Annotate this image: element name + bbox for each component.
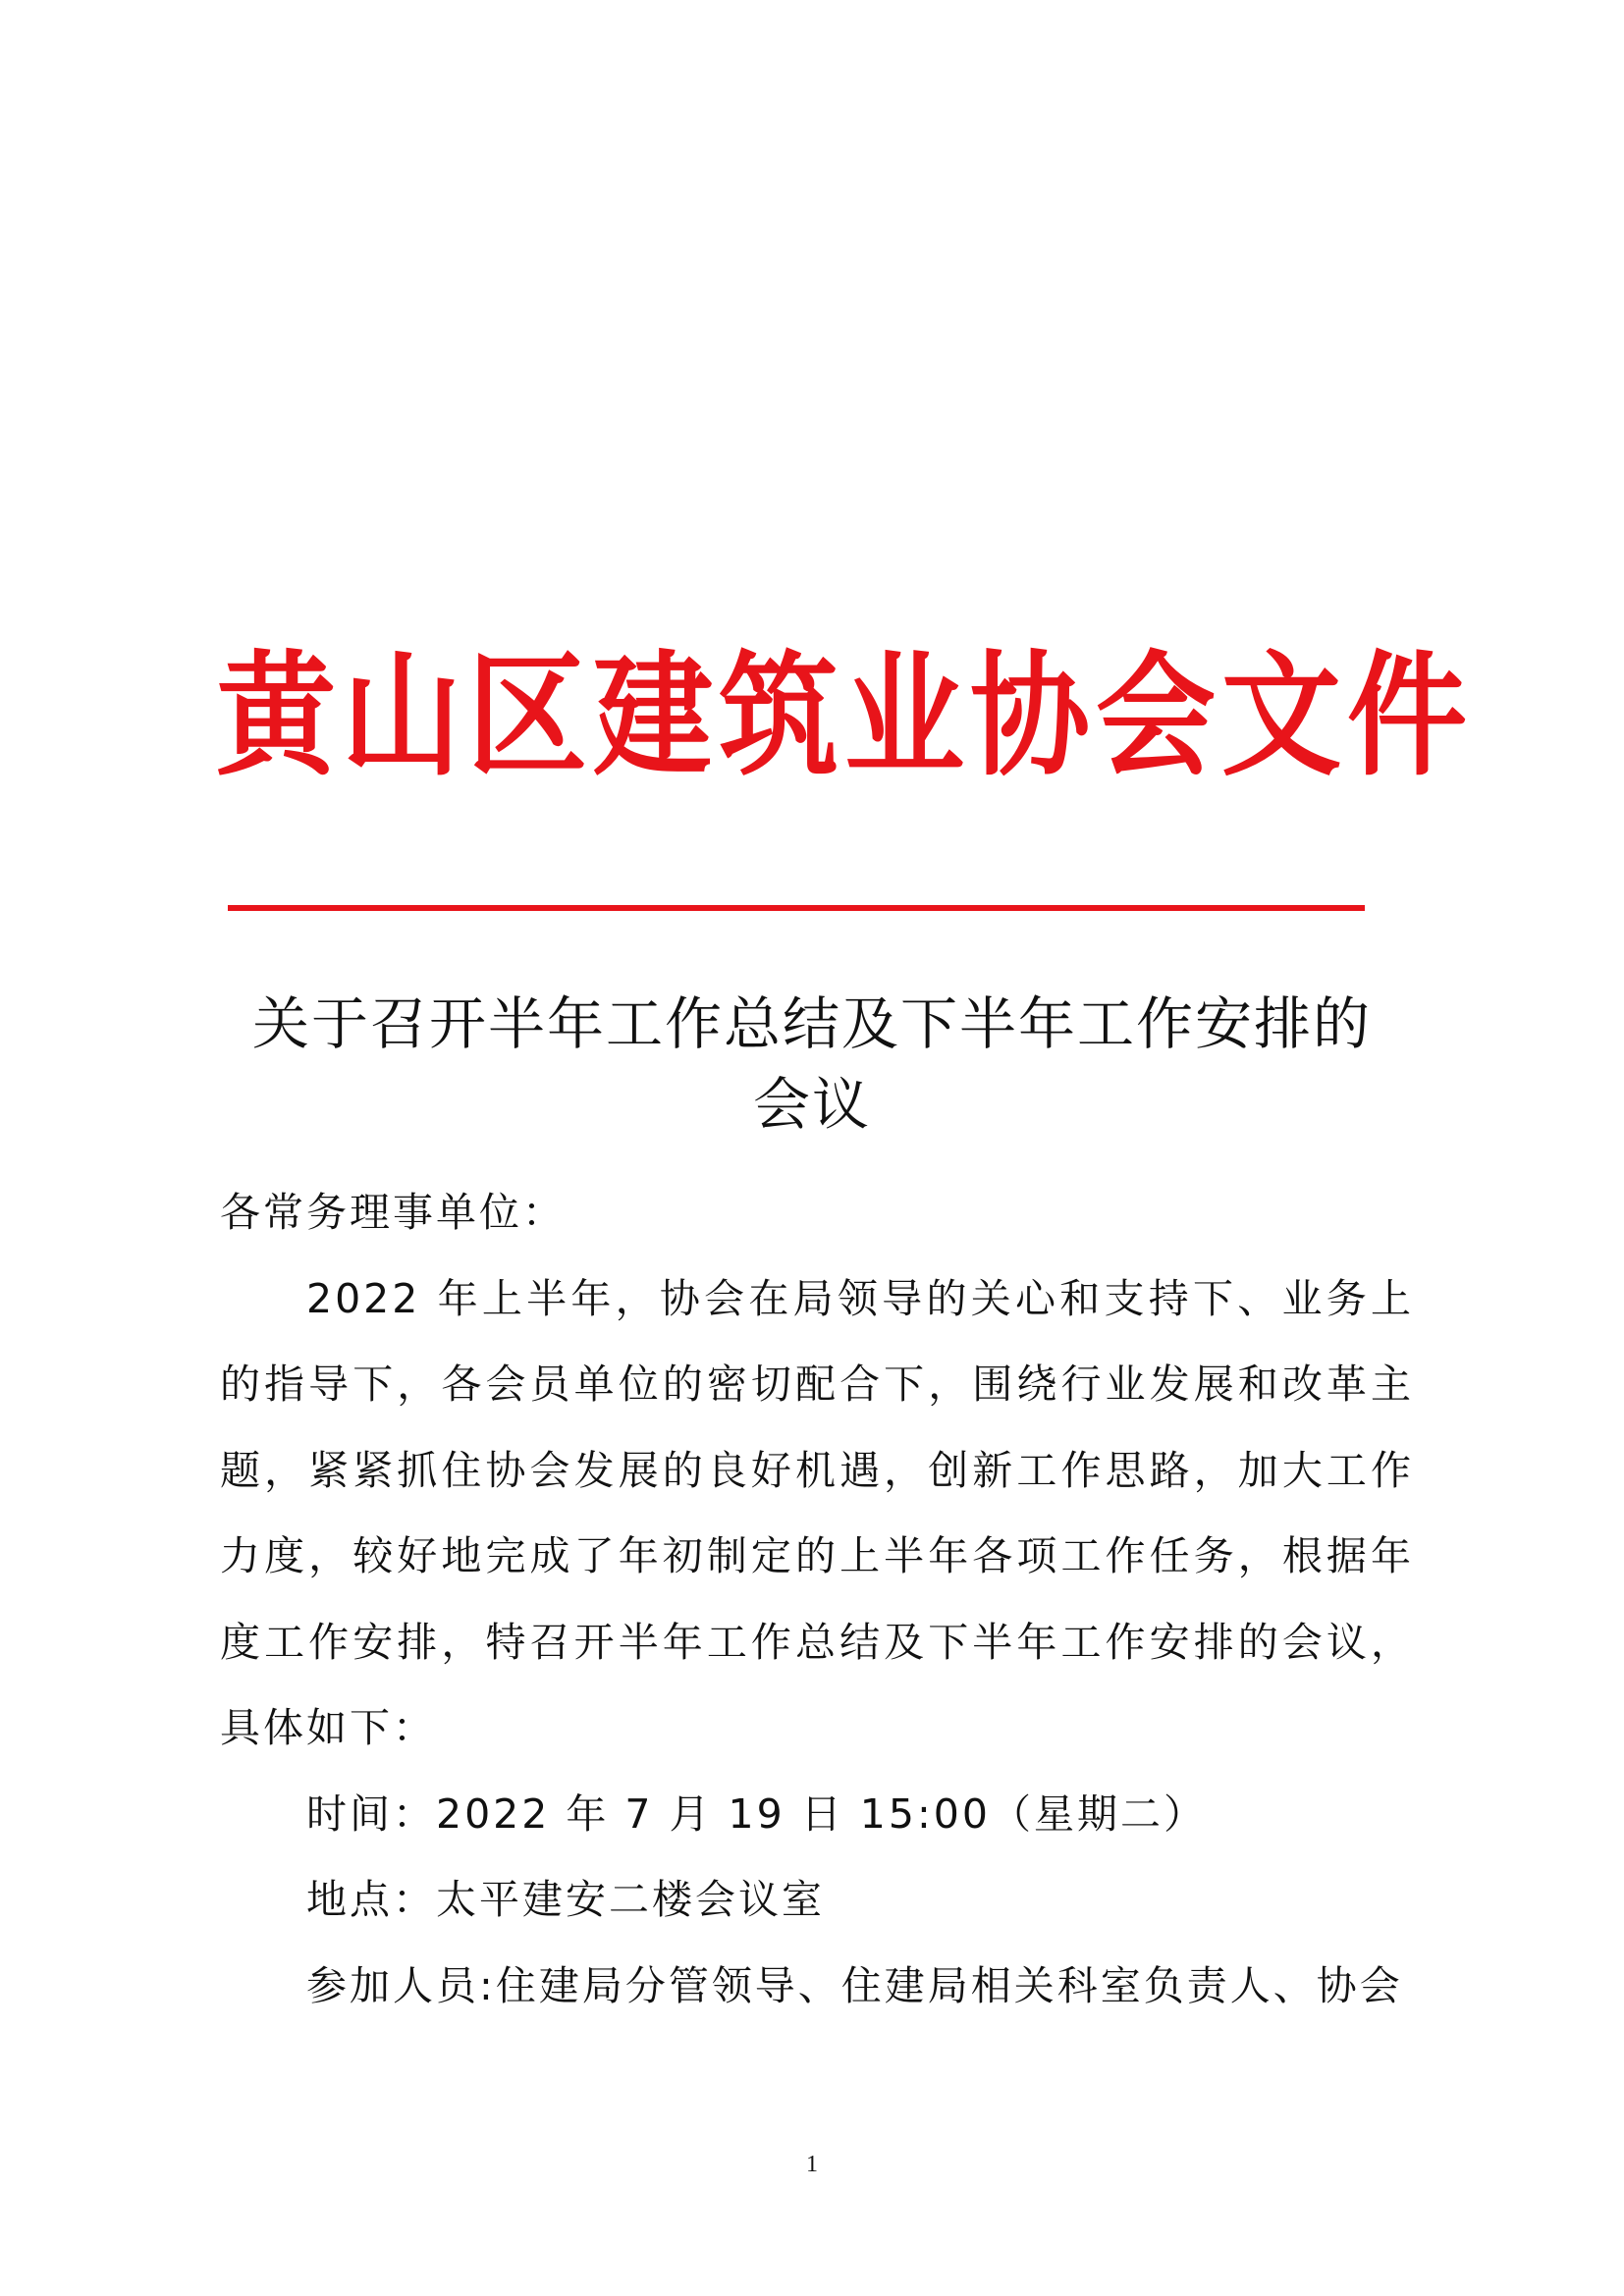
meeting-time: 时间：2022 年 7 月 19 日 15:00（星期二）	[306, 1789, 1207, 1838]
masthead-divider	[228, 905, 1365, 911]
page-number: 1	[806, 2152, 818, 2177]
document-title-line-2: 会议	[752, 1071, 871, 1138]
meeting-location: 地点：太平建安二楼会议室	[306, 1876, 825, 1923]
salutation: 各常务理事单位：	[220, 1189, 566, 1236]
document-body	[220, 1170, 1414, 2029]
document-title-line-1: 关于召开半年工作总结及下半年工作安排的	[251, 990, 1372, 1057]
masthead-title: 黄山区建筑业协会文件	[216, 638, 1473, 795]
intro-paragraph: 2022 年上半年，协会在局领导的关心和支持下、业务上的指导下，各会员单位的密切配合下，围绕行业发展和改革主题，紧紧抓住协会发展的良好机遇，创新工作思路，加大工作力度，较好地完成了年初制定的上半年各项工作任务，根据年度工作安排，特召开半年工作总结及下半年工作安排的会议，具体如下：	[220, 1274, 1414, 1751]
meeting-attendees: 参加人员:住建局分管领导、住建局相关科室负责人、协会	[306, 1961, 1403, 2009]
document-title	[216, 984, 1408, 1145]
